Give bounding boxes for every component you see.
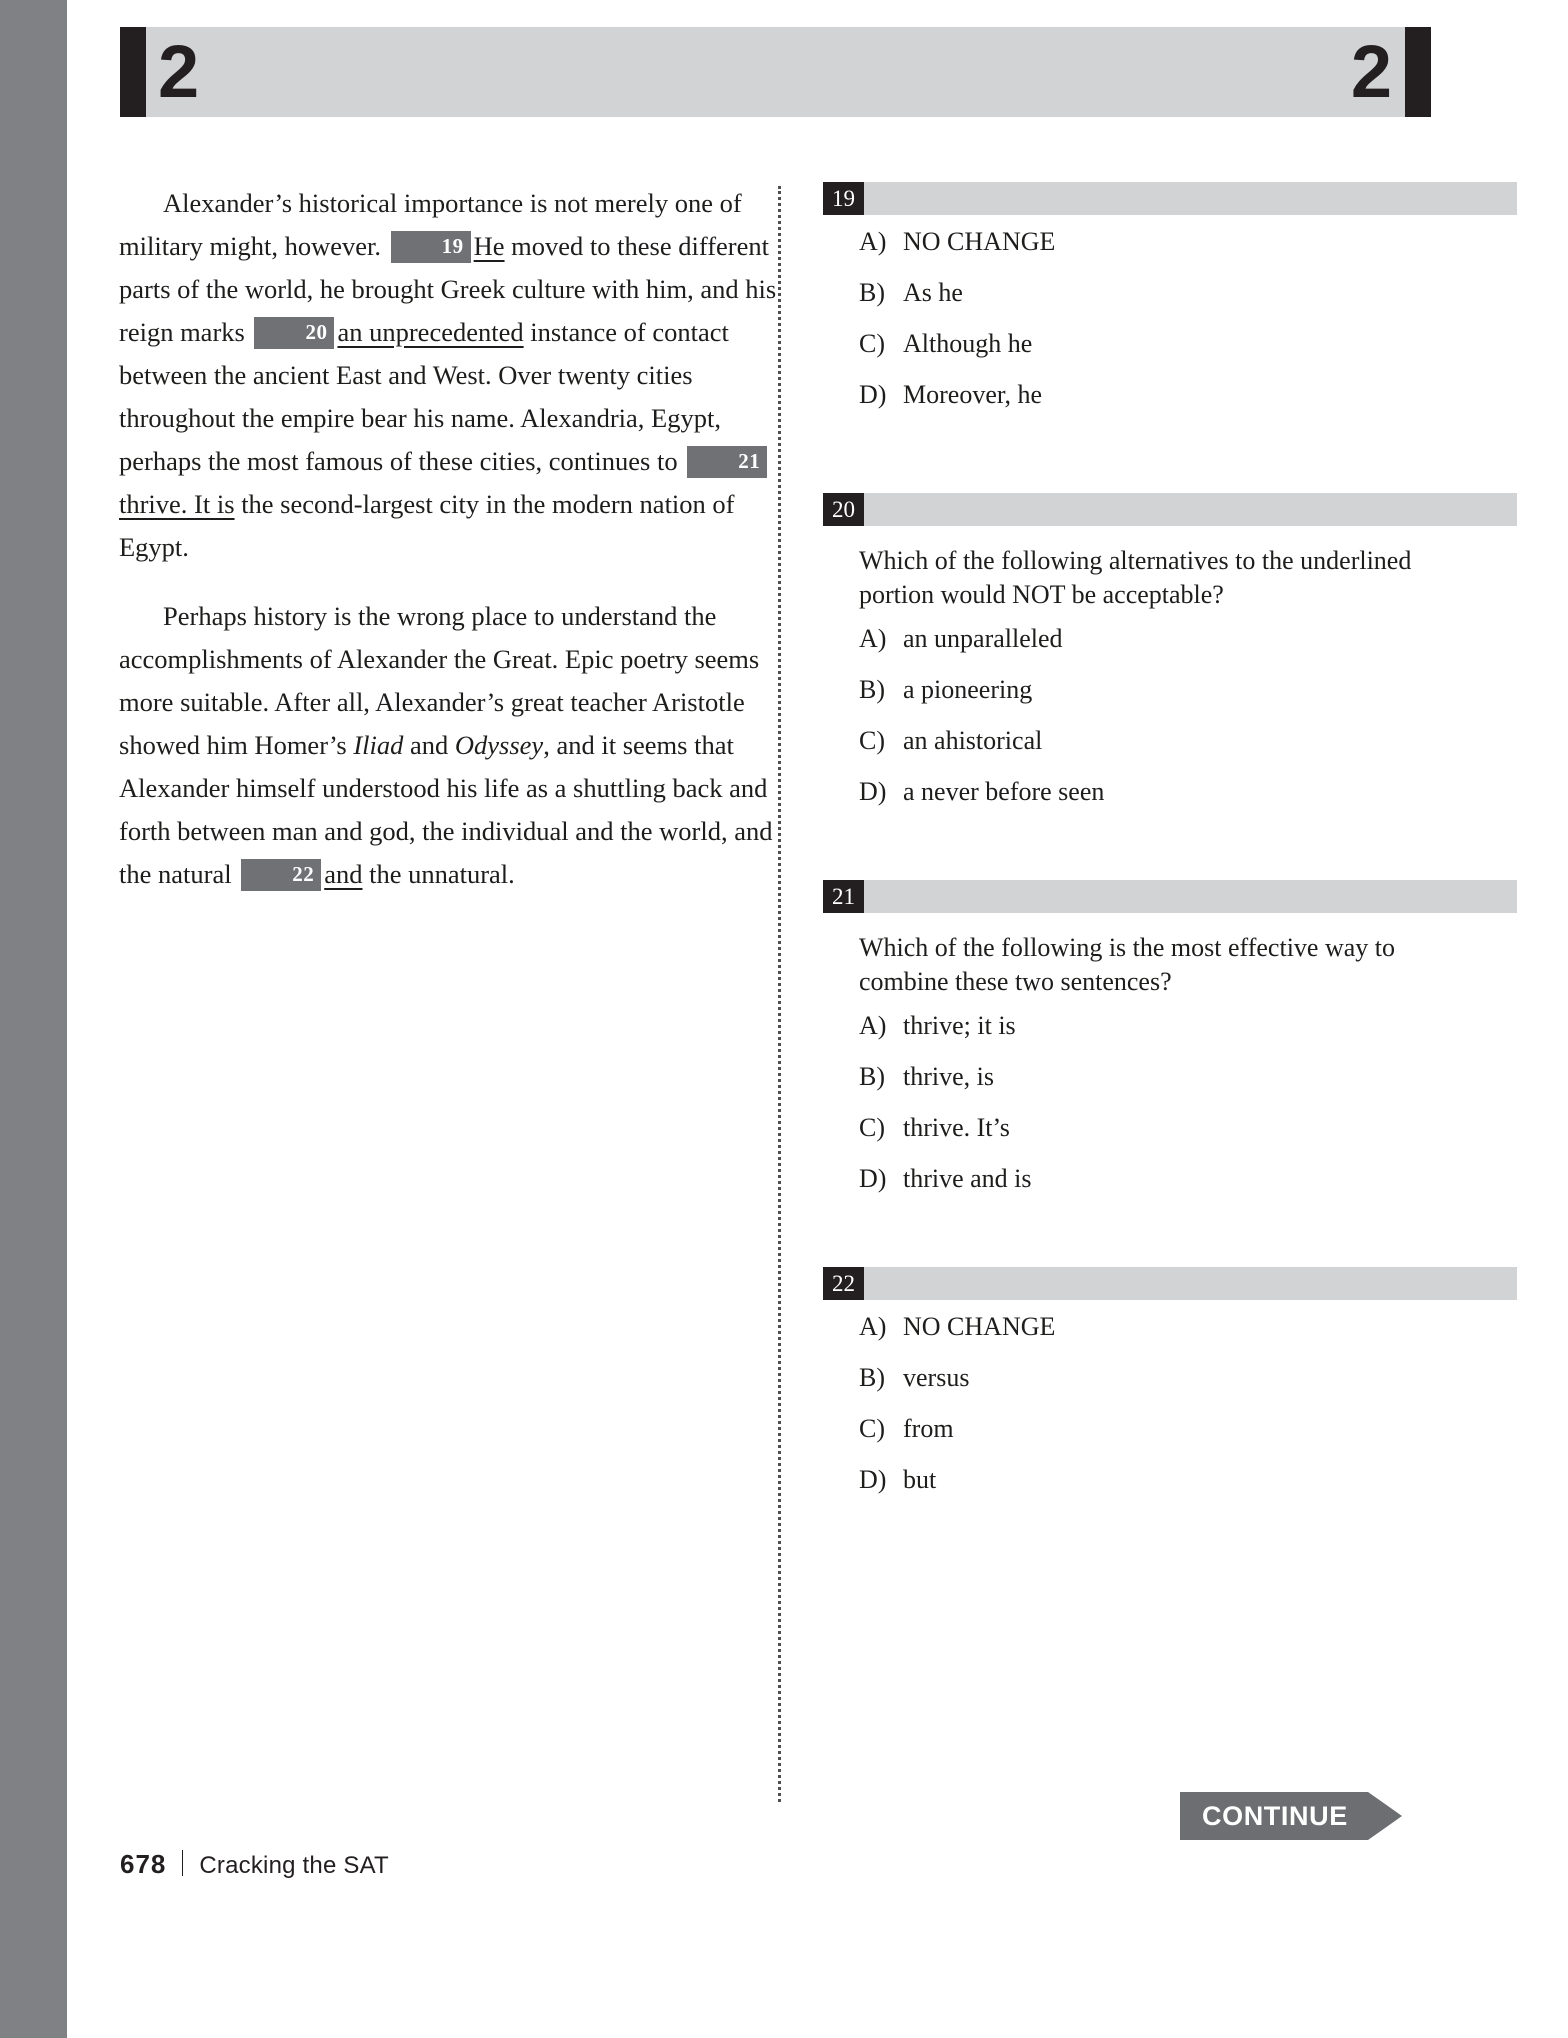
question-marker-20: 20 [254, 317, 334, 349]
passage-run: and [403, 730, 455, 760]
question-block-20 [823, 493, 1517, 807]
choice-19-C[interactable] [823, 329, 1517, 359]
question-header-19 [823, 182, 1517, 215]
underlined-portion: an unprecedented [337, 317, 524, 347]
column-divider [778, 186, 781, 1802]
passage-run: the second-largest city in the modern nation of Egypt. [119, 489, 735, 562]
footer-page-number: 678 [120, 1849, 167, 1879]
page-footer [120, 1847, 389, 1880]
choice-letter: C) [859, 1414, 885, 1443]
choice-text: a never before seen [903, 777, 1105, 806]
question-marker-19: 19 [391, 231, 471, 263]
choice-letter: B) [859, 675, 885, 704]
choice-letter: A) [859, 227, 887, 256]
underlined-portion: thrive. It is [119, 489, 235, 519]
passage-run: Perhaps history is the wrong place to understand the accomplishments of Alexander the Great. Epic poetry seems more suitable. After all, Alexander’s great teacher Aristotle showed him Homer’s [119, 601, 760, 760]
section-number-right: 2 [1350, 30, 1391, 113]
question-marker-22: 22 [241, 859, 321, 891]
question-spacer [823, 1215, 1517, 1267]
choice-text: NO CHANGE [903, 227, 1056, 256]
question-header-22 [823, 1267, 1517, 1300]
choice-22-A[interactable] [823, 1312, 1517, 1342]
choice-text: but [903, 1465, 937, 1494]
choice-21-A[interactable] [823, 1011, 1517, 1041]
question-header-21 [823, 880, 1517, 913]
italic-title: Iliad [353, 730, 404, 760]
question-number-20: 20 [823, 493, 864, 526]
choice-list-22 [823, 1312, 1517, 1495]
italic-title: Odyssey [454, 730, 544, 760]
choice-letter: D) [859, 380, 887, 409]
choice-letter: D) [859, 1465, 887, 1494]
question-header-bar [864, 880, 1517, 913]
choice-letter: C) [859, 329, 885, 358]
section-header [120, 27, 1431, 117]
choice-text: thrive; it is [903, 1011, 1016, 1040]
choice-text: thrive. It’s [903, 1113, 1010, 1142]
choice-20-A[interactable] [823, 624, 1517, 654]
underlined-portion: and [324, 859, 363, 889]
paragraph-1 [119, 182, 789, 569]
questions-column [823, 182, 1517, 1516]
choice-text: NO CHANGE [903, 1312, 1056, 1341]
choice-text: thrive, is [903, 1062, 994, 1091]
choice-letter: B) [859, 1062, 885, 1091]
choice-20-C[interactable] [823, 726, 1517, 756]
choice-letter: D) [859, 777, 887, 806]
choice-letter: B) [859, 1363, 885, 1392]
choice-text: an ahistorical [903, 726, 1043, 755]
choice-letter: A) [859, 1011, 887, 1040]
choice-text: versus [903, 1363, 970, 1392]
choice-text: Although he [903, 329, 1033, 358]
header-band [146, 27, 1405, 117]
question-number-19: 19 [823, 182, 864, 215]
continue-label: CONTINUE [1180, 1792, 1368, 1840]
choice-22-D[interactable] [823, 1465, 1517, 1495]
passage-run: instance of contact between the ancient East and West. Over twenty cities throughout the empire bear his name. Alexandria, Egypt, perhaps the most famous of these cities, continues to [119, 317, 729, 476]
choice-letter: D) [859, 1164, 887, 1193]
passage-column [119, 182, 789, 896]
passage-run: moved to these different parts of the world, he brought Greek culture with him, and his reign marks [119, 231, 777, 347]
choice-letter: C) [859, 726, 885, 755]
choice-20-B[interactable] [823, 675, 1517, 705]
choice-letter: C) [859, 1113, 885, 1142]
choice-list-21 [823, 1011, 1517, 1194]
underlined-portion: He [473, 231, 505, 261]
continue-banner[interactable] [1180, 1792, 1402, 1840]
choice-text: an unparalleled [903, 624, 1063, 653]
paragraph-2 [119, 595, 789, 896]
question-block-21 [823, 880, 1517, 1194]
question-header-20 [823, 493, 1517, 526]
choice-letter: A) [859, 1312, 887, 1341]
choice-19-A[interactable] [823, 227, 1517, 257]
choice-text: As he [903, 278, 963, 307]
choice-text: thrive and is [903, 1164, 1032, 1193]
choice-19-D[interactable] [823, 380, 1517, 410]
choice-19-B[interactable] [823, 278, 1517, 308]
header-right-endcap [1405, 27, 1431, 117]
question-block-19 [823, 182, 1517, 410]
footer-divider [182, 1850, 183, 1876]
question-stem-20: Which of the following alternatives to the underlined portion would NOT be acceptable? [859, 546, 1412, 609]
question-block-22 [823, 1267, 1517, 1495]
choice-text: from [903, 1414, 954, 1443]
header-left-endcap [120, 27, 146, 117]
question-spacer [823, 828, 1517, 880]
choice-letter: A) [859, 624, 887, 653]
question-stem-21: Which of the following is the most effective way to combine these two sentences? [859, 933, 1395, 996]
passage-text [119, 182, 789, 896]
question-marker-21: 21 [687, 446, 767, 478]
passage-run: , and it seems that Alexander himself understood his life as a shuttling back and forth between man and god, the individual and the world, and the natural [119, 730, 773, 889]
footer-book-title: Cracking the SAT [199, 1852, 389, 1879]
page-sheet [67, 0, 1568, 2038]
choice-text: Moreover, he [903, 380, 1043, 409]
choice-20-D[interactable] [823, 777, 1517, 807]
choice-text: a pioneering [903, 675, 1033, 704]
question-header-bar [864, 493, 1517, 526]
question-spacer [823, 431, 1517, 493]
left-page-spine [0, 0, 67, 2038]
choice-list-19 [823, 227, 1517, 410]
section-number-left: 2 [158, 30, 199, 113]
choice-21-B[interactable] [823, 1062, 1517, 1092]
choice-21-C[interactable] [823, 1113, 1517, 1143]
choice-21-D[interactable] [823, 1164, 1517, 1194]
question-number-22: 22 [823, 1267, 864, 1300]
question-number-21: 21 [823, 880, 864, 913]
choice-list-20 [823, 624, 1517, 807]
choice-22-C[interactable] [823, 1414, 1517, 1444]
question-header-bar [864, 182, 1517, 215]
passage-run: the unnatural. [362, 859, 515, 889]
choice-22-B[interactable] [823, 1363, 1517, 1393]
choice-letter: B) [859, 278, 885, 307]
continue-arrow-icon [1368, 1792, 1402, 1840]
passage-run: Alexander’s historical importance is not merely one of military might, however. [119, 188, 742, 261]
question-header-bar [864, 1267, 1517, 1300]
